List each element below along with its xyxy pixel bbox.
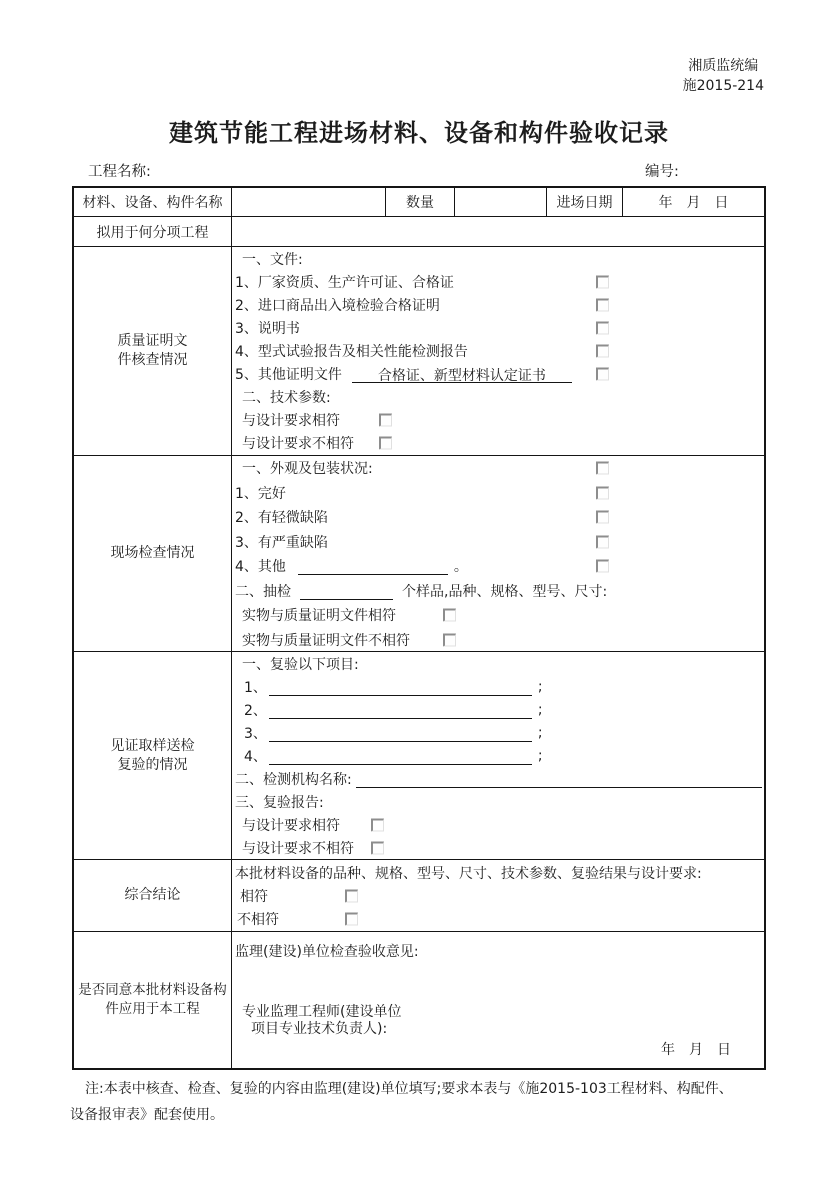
quality-h1-text: 一、文件: bbox=[242, 251, 303, 268]
retest-item-2 bbox=[232, 698, 764, 721]
site-section-body bbox=[232, 456, 764, 651]
quality-item-1 bbox=[232, 270, 764, 293]
site-mismatch-text: 实物与质量证明文件不相符 bbox=[242, 632, 410, 649]
checkbox-minor-defect[interactable] bbox=[596, 511, 609, 524]
conclusion-mismatch-row bbox=[232, 907, 764, 930]
retest-agency-row bbox=[232, 767, 764, 790]
quality-item4-text: 4、型式试验报告及相关性能检测报告 bbox=[235, 343, 468, 360]
page-title: 建筑节能工程进场材料、设备和构件验收记录 bbox=[169, 119, 669, 147]
conclusion-match-text: 相符 bbox=[240, 888, 268, 905]
checkbox-design-mismatch[interactable] bbox=[379, 436, 392, 449]
retest-item2-semicolon: ; bbox=[537, 701, 543, 718]
quality-section bbox=[74, 247, 764, 456]
retest-item4-blank[interactable] bbox=[269, 747, 532, 765]
retest-h1-text: 一、复验以下项目: bbox=[242, 656, 359, 673]
site-item-4 bbox=[232, 554, 764, 579]
project-name-label: 工程名称: bbox=[88, 164, 151, 180]
footer-note bbox=[70, 1076, 794, 1128]
site-mismatch-row bbox=[232, 628, 764, 653]
quality-label-line2: 件核查情况 bbox=[117, 352, 188, 368]
quality-mismatch-row bbox=[232, 431, 764, 454]
site-match-text: 实物与质量证明文件相符 bbox=[242, 608, 396, 625]
checkbox-import-inspection[interactable] bbox=[596, 298, 609, 311]
approval-section-label bbox=[74, 932, 232, 1068]
retest-label-line1: 见证取样送检 bbox=[110, 737, 195, 754]
approval-section-body bbox=[232, 932, 764, 1068]
arrival-date-field[interactable]: 年 月 日 bbox=[658, 195, 729, 211]
conclusion-section-label bbox=[74, 860, 232, 931]
retest-mismatch-text: 与设计要求不相符 bbox=[242, 840, 354, 857]
quality-heading-parameters bbox=[232, 385, 764, 408]
footer-note-line2: 设备报审表》配套使用。 bbox=[70, 1107, 224, 1123]
site-h1-text: 一、外观及包装状况: bbox=[242, 461, 373, 478]
checkbox-conclusion-match[interactable] bbox=[345, 889, 358, 902]
retest-item3-blank[interactable] bbox=[269, 724, 532, 742]
checkbox-factory-cert[interactable] bbox=[596, 275, 609, 288]
approval-label-line1: 是否同意本批材料设备构 bbox=[78, 982, 227, 998]
header-row bbox=[74, 188, 764, 217]
retest-item3-semicolon: ; bbox=[537, 724, 543, 741]
quality-item-3 bbox=[232, 316, 764, 339]
retest-item1-semicolon: ; bbox=[537, 678, 543, 695]
stamp-line1: 湘质监统编 bbox=[688, 58, 759, 74]
retest-section-body bbox=[232, 652, 764, 859]
doc-number-label: 编号: bbox=[645, 164, 679, 180]
checkbox-manual[interactable] bbox=[596, 321, 609, 334]
conclusion-section bbox=[74, 860, 764, 932]
checkbox-site-other[interactable] bbox=[596, 560, 609, 573]
arrival-date-label: 进场日期 bbox=[547, 188, 623, 216]
intended-use-label: 拟用于何分项工程 bbox=[74, 217, 232, 246]
retest-item1-blank[interactable] bbox=[269, 678, 532, 696]
retest-section-label bbox=[74, 652, 232, 859]
site-sampling-suffix: 个样品,品种、规格、型号、尺寸: bbox=[402, 583, 608, 600]
site-section-label bbox=[74, 456, 232, 651]
site-item4-prefix: 4、其他 bbox=[235, 559, 286, 576]
conclusion-section-body bbox=[232, 860, 764, 931]
retest-section bbox=[74, 652, 764, 860]
conclusion-heading bbox=[232, 861, 764, 884]
signer-line1: 专业监理工程师(建设单位 bbox=[242, 1004, 402, 1020]
checkbox-retest-mismatch[interactable] bbox=[371, 841, 384, 854]
site-item-2 bbox=[232, 505, 764, 530]
quality-match-row bbox=[232, 408, 764, 431]
checkbox-intact[interactable] bbox=[596, 486, 609, 499]
site-other-blank[interactable] bbox=[298, 557, 448, 575]
checkbox-retest-match[interactable] bbox=[371, 818, 384, 831]
retest-h3-text: 三、复验报告: bbox=[235, 794, 324, 811]
retest-agency-label: 二、检测机构名称: bbox=[235, 771, 352, 788]
conclusion-match-row bbox=[232, 884, 764, 907]
quality-item-4 bbox=[232, 339, 764, 362]
material-name-field[interactable] bbox=[232, 188, 386, 216]
form-code-stamp bbox=[683, 56, 764, 96]
retest-label-line2: 复验的情况 bbox=[117, 756, 188, 773]
quality-heading-documents bbox=[232, 247, 764, 270]
approval-section bbox=[74, 932, 764, 1068]
site-item1-text: 1、完好 bbox=[235, 485, 286, 502]
retest-match-text: 与设计要求相符 bbox=[242, 817, 340, 834]
retest-heading-report bbox=[232, 790, 764, 813]
retest-match-row bbox=[232, 813, 764, 836]
quality-item3-text: 3、说明书 bbox=[235, 320, 300, 337]
checkbox-conclusion-mismatch[interactable] bbox=[345, 912, 358, 925]
retest-item3-number: 3、 bbox=[244, 725, 267, 742]
conclusion-label-text: 综合结论 bbox=[124, 887, 181, 903]
quality-item-5 bbox=[232, 362, 764, 385]
checkbox-other-certificate[interactable] bbox=[596, 367, 609, 380]
retest-item-4 bbox=[232, 744, 764, 767]
retest-item-1 bbox=[232, 675, 764, 698]
retest-item2-number: 2、 bbox=[244, 702, 267, 719]
retest-item2-blank[interactable] bbox=[269, 701, 532, 719]
quality-h2-text: 二、技术参数: bbox=[242, 389, 331, 406]
quality-section-label bbox=[74, 247, 232, 455]
checkbox-sample-match[interactable] bbox=[443, 609, 456, 622]
checkbox-sample-mismatch[interactable] bbox=[443, 633, 456, 646]
site-sampling-row bbox=[232, 579, 764, 604]
signer-line2: 项目专业技术负责人): bbox=[251, 1021, 388, 1037]
footer-note-line1: 注:本表中核查、检查、复验的内容由监理(建设)单位填写;要求本表与《施2015-103工程材料、构配件、 bbox=[85, 1081, 733, 1097]
conclusion-heading-text: 本批材料设备的品种、规格、型号、尺寸、技术参数、复验结果与设计要求: bbox=[235, 865, 702, 882]
quantity-field[interactable] bbox=[455, 188, 547, 216]
retest-item4-number: 4、 bbox=[244, 748, 267, 765]
quality-item-2 bbox=[232, 293, 764, 316]
stamp-line2: 施2015-214 bbox=[682, 78, 764, 94]
material-name-label: 材料、设备、构件名称 bbox=[74, 188, 232, 216]
use-row bbox=[74, 217, 764, 247]
site-item-3 bbox=[232, 530, 764, 555]
site-sampling-prefix: 二、抽检 bbox=[235, 583, 291, 600]
quality-label-line1: 质量证明文 bbox=[117, 333, 188, 349]
quantity-label: 数量 bbox=[386, 188, 455, 216]
checkbox-appearance[interactable] bbox=[596, 462, 609, 475]
retest-agency-blank[interactable] bbox=[356, 770, 762, 788]
site-item4-period: 。 bbox=[453, 559, 468, 576]
signer-block bbox=[242, 1004, 401, 1038]
checkbox-type-test-report[interactable] bbox=[596, 344, 609, 357]
supervisor-opinion-label: 监理(建设)单位检查验收意见: bbox=[235, 944, 419, 960]
site-match-row bbox=[232, 603, 764, 628]
site-item-1 bbox=[232, 481, 764, 506]
sample-count-blank[interactable] bbox=[300, 582, 393, 600]
site-section bbox=[74, 456, 764, 652]
checkbox-severe-defect[interactable] bbox=[596, 535, 609, 548]
quality-mismatch-text: 与设计要求不相符 bbox=[242, 435, 354, 452]
other-certificate-blank[interactable]: 合格证、新型材料认定证书 bbox=[352, 365, 572, 383]
checkbox-design-match[interactable] bbox=[379, 413, 392, 426]
signature-date[interactable]: 年 月 日 bbox=[661, 1042, 731, 1058]
quality-section-body bbox=[232, 247, 764, 455]
site-item3-text: 3、有严重缺陷 bbox=[235, 534, 328, 551]
quality-item5-prefix: 5、其他证明文件 bbox=[235, 366, 342, 383]
retest-heading-items bbox=[232, 652, 764, 675]
acceptance-form-table bbox=[72, 186, 766, 1070]
retest-mismatch-row bbox=[232, 836, 764, 859]
quality-item2-text: 2、进口商品出入境检验合格证明 bbox=[235, 297, 440, 314]
site-heading-appearance bbox=[232, 456, 764, 481]
intended-use-field[interactable] bbox=[232, 217, 764, 246]
retest-item4-semicolon: ; bbox=[537, 747, 543, 764]
quality-match-text: 与设计要求相符 bbox=[242, 412, 340, 429]
site-item2-text: 2、有轻微缺陷 bbox=[235, 510, 328, 527]
approval-label-line2: 件应用于本工程 bbox=[105, 1001, 200, 1017]
conclusion-mismatch-text: 不相符 bbox=[237, 911, 279, 928]
retest-item-3 bbox=[232, 721, 764, 744]
site-label-text: 现场检查情况 bbox=[110, 545, 195, 561]
retest-item1-number: 1、 bbox=[244, 679, 267, 696]
quality-item1-text: 1、厂家资质、生产许可证、合格证 bbox=[235, 274, 454, 291]
